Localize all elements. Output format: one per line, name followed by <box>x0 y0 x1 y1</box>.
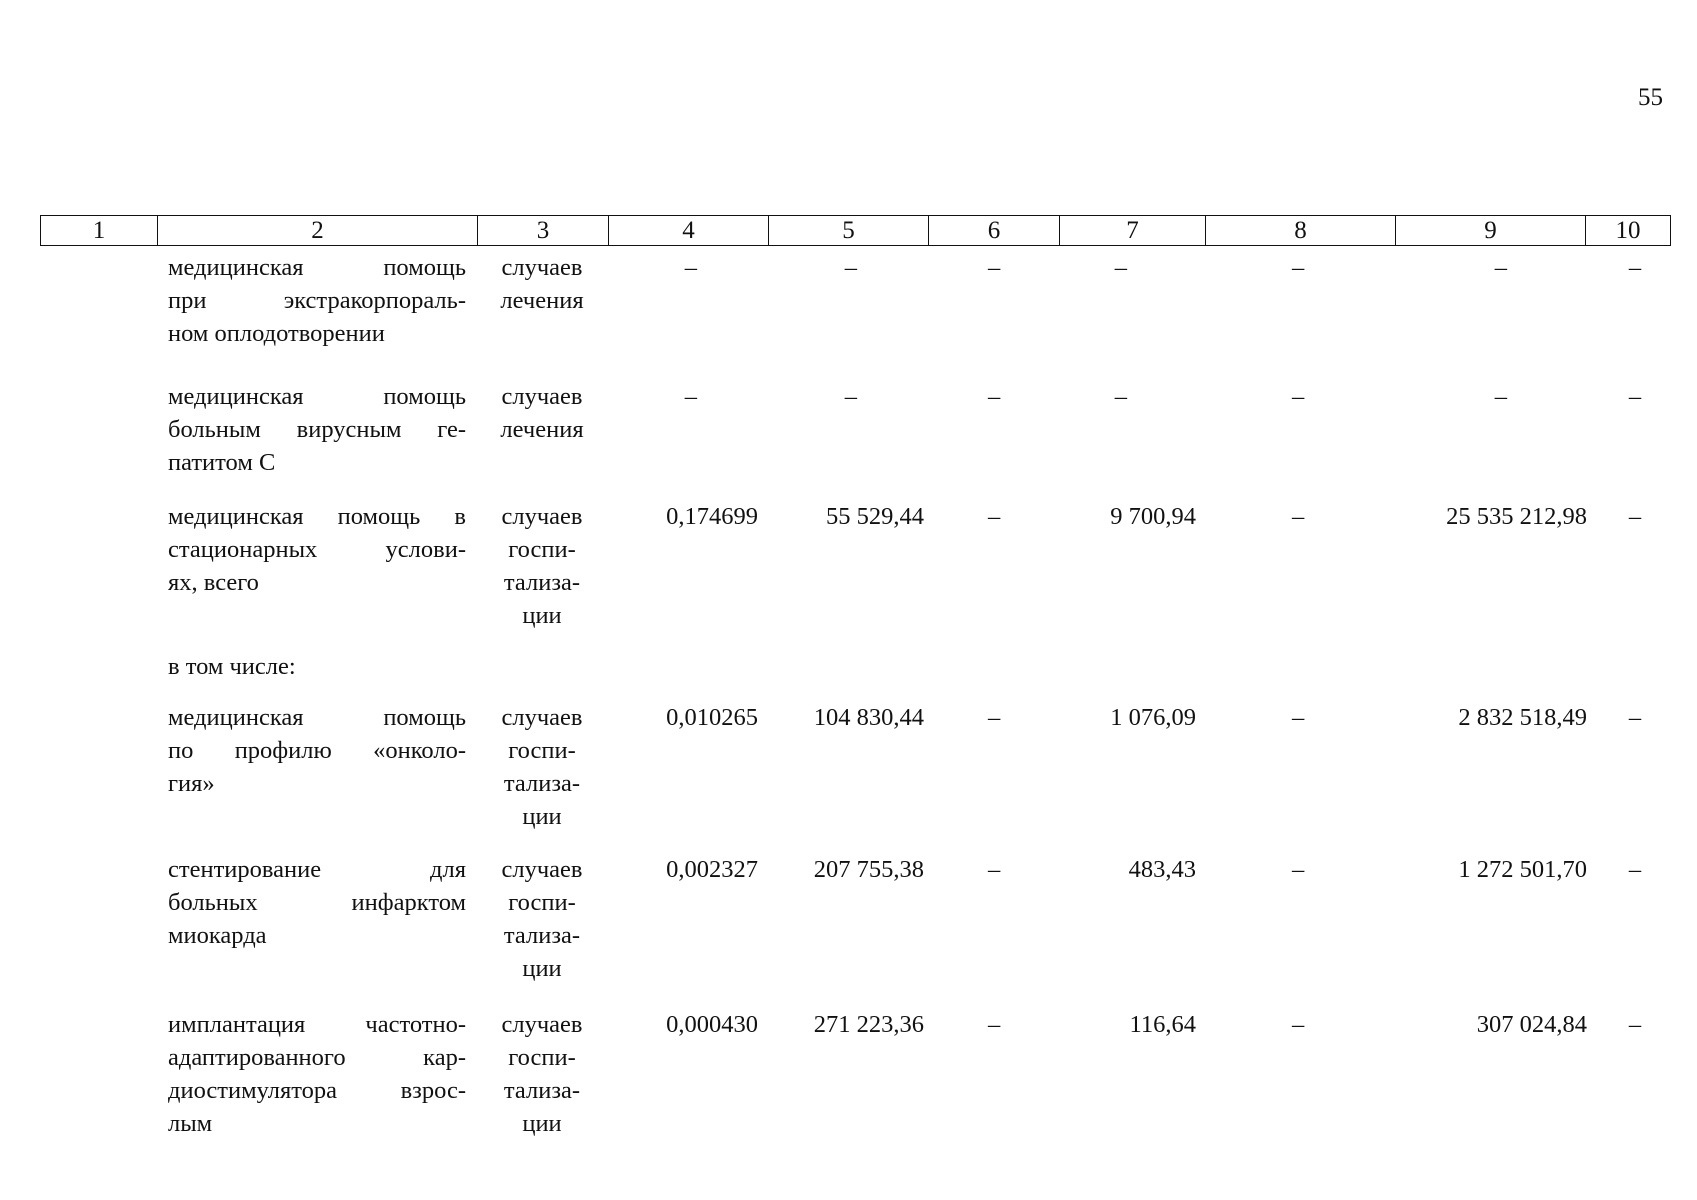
cell-col-10: – <box>1628 503 1642 530</box>
unit-line: тализа- <box>503 770 581 797</box>
desc-line: медицинская помощь в <box>168 503 466 530</box>
unit-line: случаев <box>501 503 583 530</box>
cell-col-9: – <box>1494 383 1507 410</box>
cell-col-10: – <box>1628 856 1642 883</box>
desc-line: адаптированного кар- <box>168 1044 466 1071</box>
cell-col-10: – <box>1628 704 1642 731</box>
row-description <box>168 500 466 599</box>
cell-col-4: 0,010265 <box>666 704 758 731</box>
cell-col-8: – <box>1292 704 1305 731</box>
cell-col-4: – <box>684 383 697 410</box>
desc-line: больным вирусным ге- <box>168 416 466 443</box>
cell-col-9: – <box>1494 254 1507 281</box>
row-unit <box>482 251 602 317</box>
unit-line: госпи- <box>508 889 576 916</box>
unit-line: госпи- <box>508 1044 576 1071</box>
cell-col-4: – <box>684 254 697 281</box>
cell-col-6: – <box>988 254 1001 281</box>
unit-line: лечения <box>500 416 584 443</box>
desc-line: лым <box>168 1110 213 1137</box>
row-unit <box>482 853 602 985</box>
cell-col-4: 0,000430 <box>666 1011 758 1038</box>
header-col-5: 5 <box>768 215 928 246</box>
unit-line: госпи- <box>508 536 576 563</box>
cell-col-6: – <box>988 704 1001 731</box>
cell-col-10: – <box>1628 1011 1642 1038</box>
desc-line: медицинская помощь <box>168 704 466 731</box>
cell-col-10: – <box>1628 383 1642 410</box>
row-unit <box>482 1008 602 1140</box>
row-description <box>168 701 466 800</box>
desc-line: по профилю «онколо- <box>168 737 466 764</box>
desc-line: стентирование для <box>168 856 466 883</box>
unit-line: ции <box>522 955 562 982</box>
unit-line: тализа- <box>503 569 581 596</box>
row-description <box>168 251 466 350</box>
cell-col-5: – <box>844 383 857 410</box>
desc-line: медицинская помощь <box>168 254 466 281</box>
desc-line: патитом С <box>168 449 276 476</box>
cell-col-4: 0,002327 <box>666 856 758 883</box>
unit-line: ции <box>522 803 562 830</box>
cell-col-7: 1 076,09 <box>1110 704 1196 731</box>
row-unit <box>482 500 602 632</box>
header-col-7: 7 <box>1059 215 1205 246</box>
cell-col-9: 307 024,84 <box>1476 1011 1587 1038</box>
cell-col-5: 55 529,44 <box>826 503 924 530</box>
unit-line: ции <box>522 1110 562 1137</box>
cell-col-6: – <box>988 383 1001 410</box>
header-col-9: 9 <box>1395 215 1585 246</box>
desc-line: миокарда <box>168 922 267 949</box>
row-description <box>168 853 466 952</box>
header-col-8: 8 <box>1205 215 1395 246</box>
unit-line: тализа- <box>503 1077 581 1104</box>
desc-line: больных инфарктом <box>168 889 466 916</box>
unit-line: тализа- <box>503 922 581 949</box>
row-description <box>168 380 466 479</box>
cell-col-6: – <box>988 1011 1001 1038</box>
cell-col-8: – <box>1292 503 1305 530</box>
unit-line: случаев <box>501 704 583 731</box>
cell-col-7: – <box>1114 383 1127 410</box>
cell-col-8: – <box>1292 254 1305 281</box>
desc-line: стационарных услови- <box>168 536 466 563</box>
desc-line: ном оплодотворении <box>168 320 385 347</box>
unit-line: случаев <box>501 1011 583 1038</box>
cell-col-8: – <box>1292 1011 1305 1038</box>
cell-col-8: – <box>1292 383 1305 410</box>
desc-line: при экстракорпораль- <box>168 287 466 314</box>
cell-col-8: – <box>1292 856 1305 883</box>
unit-line: лечения <box>500 287 584 314</box>
cell-col-10: – <box>1628 254 1642 281</box>
desc-line: медицинская помощь <box>168 383 466 410</box>
cell-col-6: – <box>988 503 1001 530</box>
desc-line: диостимулятора взрос- <box>168 1077 466 1104</box>
cell-col-5: 271 223,36 <box>813 1011 924 1038</box>
unit-line: случаев <box>501 383 583 410</box>
desc-line: гия» <box>168 770 215 797</box>
row-description <box>168 1008 466 1140</box>
cell-col-4: 0,174699 <box>666 503 758 530</box>
cell-col-6: – <box>988 856 1001 883</box>
subheading: в том числе: <box>168 653 296 680</box>
cell-col-9: 25 535 212,98 <box>1446 503 1587 530</box>
cell-col-5: – <box>844 254 857 281</box>
cell-col-9: 2 832 518,49 <box>1458 704 1587 731</box>
desc-line: ях, всего <box>168 569 259 596</box>
header-col-4: 4 <box>608 215 768 246</box>
unit-line: случаев <box>501 254 583 281</box>
header-col-1: 1 <box>40 215 157 246</box>
header-col-10: 10 <box>1585 215 1671 246</box>
desc-line: имплантация частотно- <box>168 1011 466 1038</box>
header-col-6: 6 <box>928 215 1059 246</box>
cell-col-5: 207 755,38 <box>813 856 924 883</box>
cell-col-7: 116,64 <box>1129 1011 1196 1038</box>
cell-col-7: – <box>1114 254 1127 281</box>
row-unit <box>482 701 602 833</box>
unit-line: ции <box>522 602 562 629</box>
page-number: 55 <box>1638 84 1663 111</box>
cell-col-7: 483,43 <box>1128 856 1196 883</box>
header-col-2: 2 <box>157 215 477 246</box>
cell-col-9: 1 272 501,70 <box>1458 856 1587 883</box>
row-unit <box>482 380 602 446</box>
unit-line: случаев <box>501 856 583 883</box>
cell-col-5: 104 830,44 <box>813 704 924 731</box>
unit-line: госпи- <box>508 737 576 764</box>
header-col-3: 3 <box>477 215 608 246</box>
cell-col-7: 9 700,94 <box>1110 503 1196 530</box>
